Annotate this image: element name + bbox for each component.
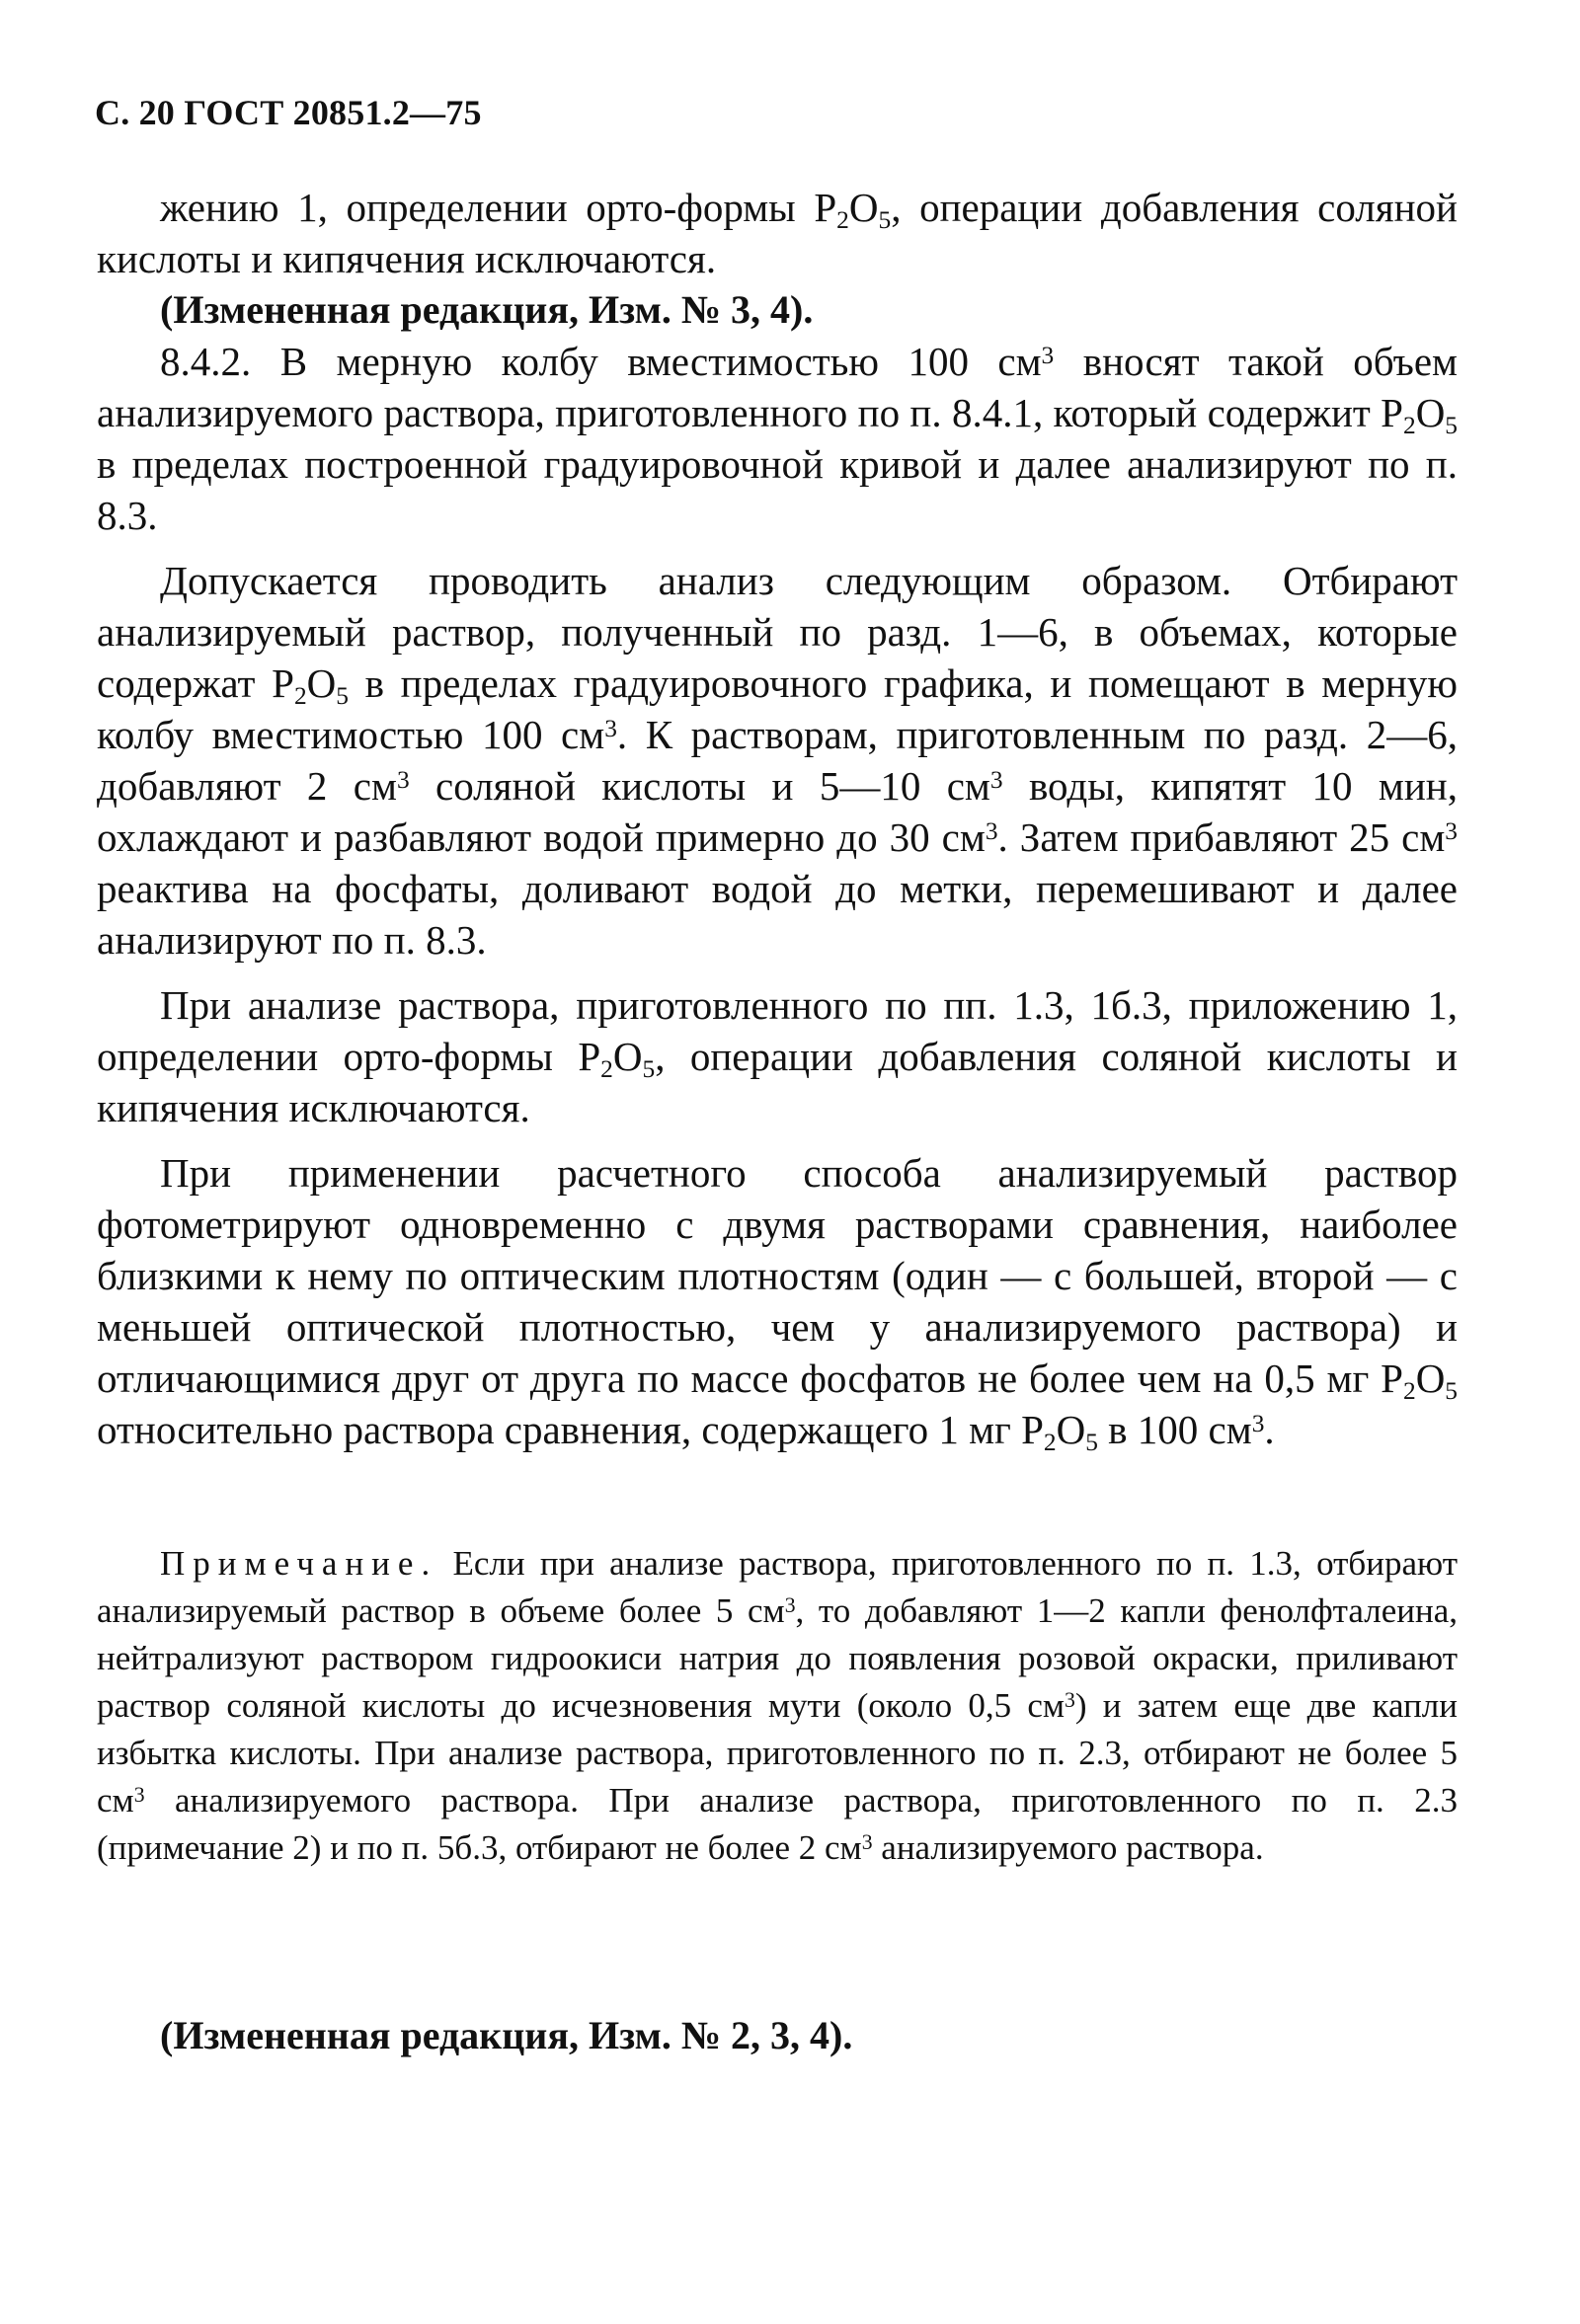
paragraph-text: При применении расчетного способа анализируемый раствор фотометрируют одновременно с двумя растворами сравнения, наиболее близкими к нему по оптическим плотностям (один — с большей, второй — с меньшей оптической плотностью, чем у анализируемого раствора) и отличающимися друг от друга по массе фосфатов не более чем на 0,5 мг P [97,1150,1458,1401]
note-label: Примечание. [160,1544,438,1583]
paragraph-text: O [612,1034,643,1079]
paragraph-text: O [848,185,879,230]
note-text: , то добавляют 1—2 капли фенолфталеина, нейтрализуют раствором гидроокиси натрия до появления розовой окраски, приливают раствор соляной кислоты до исчезновения мути (около 0,5 см [97,1591,1458,1725]
superscript: 3 [784,1592,796,1617]
superscript: 3 [985,816,998,845]
superscript: 3 [1445,816,1458,845]
paragraph-text: . К растворам, приготовленным по разд. 2—6, добавляют 2 см [97,712,1458,809]
superscript: 3 [396,765,410,794]
subscript: 2 [600,1055,613,1084]
subscript: 2 [1402,412,1416,440]
subscript: 5 [878,206,892,235]
paragraph-text: вносят такой объем анализируемого раствора, приготовленного по п. 8.4.1, который содержит P [97,339,1458,435]
paragraph-text: в пределах градуировочного графика, и помещают в мерную колбу вместимостью 100 см [97,660,1458,757]
paragraph-text: , операции добавления соляной кислоты и кипячения исключаются. [97,185,1459,281]
paragraph-allowed-method [97,555,1458,966]
note-text: Если при анализе раствора, приготовленного по п. 1.3, отбирают анализируемый раствор в объеме более 5 см [97,1544,1458,1630]
subscript: 2 [1402,1377,1416,1406]
change-note-2 [160,2013,853,2057]
paragraph-text: 8.4.2. В мерную колбу вместимостью 100 см [160,339,1042,384]
paragraph-text: O [1056,1407,1086,1452]
paragraph-8-4-2 [97,336,1458,541]
paragraph-text: . [1264,1407,1275,1452]
superscript: 3 [989,765,1003,794]
note-text: анализируемого раствора. [872,1828,1264,1867]
subscript: 2 [836,206,849,235]
paragraph-analysis-exclusion [97,979,1458,1133]
subscript: 5 [1445,412,1458,440]
page-header-text: С. 20 ГОСТ 20851.2—75 [95,93,482,132]
paragraph-text: O [1415,390,1446,435]
superscript: 3 [604,714,617,742]
paragraph-text: реактива на фосфаты, доливают водой до метки, перемешивают и далее анализируют по п. 8.3. [97,866,1458,963]
page-header [95,95,482,130]
superscript: 3 [133,1782,145,1807]
paragraph-text: O [306,660,337,706]
paragraph-text: , операции добавления соляной кислоты и кипячения исключаются. [97,1034,1458,1130]
superscript: 3 [861,1829,873,1854]
change-note-text: (Измененная редакция, Изм. № 3, 4). [160,287,814,332]
note-text: анализируемого раствора. При анализе раствора, приготовленного по п. 2.3 (примечание 2) и по п. 5б.3, отбирают не более 2 см [97,1781,1458,1867]
change-note-1 [97,284,1458,336]
superscript: 3 [1251,1409,1265,1437]
paragraph-text: жению 1, определении орто-формы P [160,185,837,230]
subscript: 5 [1085,1429,1098,1457]
subscript: 5 [336,682,349,711]
subscript: 5 [1445,1377,1458,1406]
subscript: 2 [1043,1429,1057,1457]
main-content [97,182,1458,1455]
subscript: 5 [642,1055,656,1084]
superscript: 3 [1041,341,1055,369]
paragraph-text: Допускается проводить анализ следующим образом. Отбирают анализируемый раствор, полученный по разд. 1—6, в объемах, которые содержат P [97,558,1458,706]
paragraph-text: относительно раствора сравнения, содержащего 1 мг P [97,1407,1044,1452]
paragraph-calculation-method [97,1147,1458,1455]
superscript: 3 [1065,1687,1075,1712]
change-note-text: (Измененная редакция, Изм. № 2, 3, 4). [160,2013,853,2057]
paragraph-text: в пределах построенной градуировочной кривой и далее анализируют по п. 8.3. [97,441,1458,538]
paragraph-text: O [1415,1356,1446,1401]
paragraph-text: в 100 см [1097,1407,1252,1452]
paragraph-text: При анализе раствора, приготовленного по пп. 1.3, 1б.3, приложению 1, определении орто-формы P [97,982,1458,1079]
paragraph-text: воды, кипятят 10 мин, охлаждают и разбавляют водой примерно до 30 см [97,763,1458,860]
paragraph-text: соляной кислоты и 5—10 см [409,763,990,809]
paragraph-continuation [97,182,1458,284]
note-text: ) и затем еще две капли избытка кислоты. При анализе раствора, приготовленного по п. 2.3, отбирают не более 5 см [97,1686,1458,1820]
note-paragraph [97,1540,1458,1872]
subscript: 2 [293,682,307,711]
paragraph-text: . Затем прибавляют 25 см [997,814,1446,860]
